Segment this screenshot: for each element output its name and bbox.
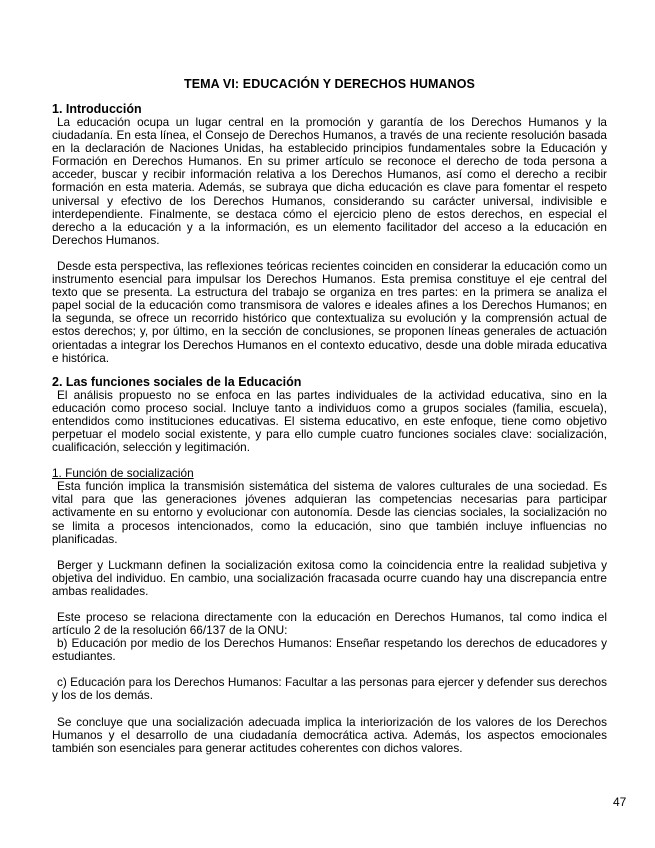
section-heading-functions: 2. Las funciones sociales de la Educación [52,374,302,389]
socialization-paragraph-1: Esta función implica la transmisión sistemática del sistema de valores culturales de una sociedad. Es vital para que las generaciones jóvenes adquieran las competencias necesarias para participar activamente en su entorno y evolucionar con autonomía. Desde las ciencias sociales, la socialización no se limita a procesos intencionados, como la educación, sino que también incluye influencias no planificadas. [52,479,607,546]
socialization-item-b: b) Educación por medio de los Derechos Humanos: Enseñar respetando los derechos de educadores y estudiantes. [52,636,607,664]
functions-paragraph-1: El análisis propuesto no se enfoca en las partes individuales de la actividad educativa, sino en la educación como proceso social. Incluye tanto a individuos como a grupos sociales (familia, escuela), entendidos como instituciones educativas. El sistema educativo, en este enfoque, tiene como objetivo perpetuar el modelo social existente, y para ello cumple cuatro funciones sociales clave: socialización, cualificación, selección y legitimación. [52,387,607,455]
socialization-paragraph-conclusion: Se concluye que una socialización adecuada implica la interiorización de los valores de los Derechos Humanos y el desarrollo de una ciudadanía democrática activa. Además, los aspectos emocionales también son esenciales para generar actitudes coherentes con dichos valores. [52,714,607,755]
document-title: TEMA VI: EDUCACIÓN Y DERECHOS HUMANOS [184,77,475,91]
intro-paragraph-1: La educación ocupa un lugar central en la promoción y garantía de los Derechos Humanos y la ciudadanía. En esta línea, el Consejo de Derechos Humanos, a través de una reciente resolución basada en la declaración de Naciones Unidas, ha establecido principios fundamentales sobre la Educación y Formación en Derechos Humanos. En su primer artículo se reconoce el derecho de toda persona a acceder, buscar y recibir información relativa a los Derechos Humanos, así como el derecho a recibir formación en esta materia. Además, se subraya que dicha educación es clave para fomentar el respeto universal y efectivo de los Derechos Humanos, considerando su carácter universal, indivisible e interdependiente. Finalmente, se destaca cómo el ejercicio pleno de estos derechos, en especial el derecho a la educación y a la información, es un elemento facilitador del acceso a la educación en Derechos Humanos. [52,115,607,247]
socialization-item-c: c) Educación para los Derechos Humanos: Facultar a las personas para ejercer y defender sus derechos y los de los demás. [52,675,607,703]
intro-paragraph-2: Desde esta perspectiva, las reflexiones teóricas recientes coinciden en considerar la educación como un instrumento esencial para impulsar los Derechos Humanos. Esta premisa constituye el eje central del texto que se presenta. La estructura del trabajo se organiza en tres partes: en la primera se analiza el papel social de la educación como transmisora de valores e ideales afines a los Derechos Humanos; en la segunda, se ofrece un recorrido histórico que contextualiza su evolución y la comprensión actual de estos derechos; y, por último, en la sección de conclusiones, se proponen líneas generales de actuación orientadas a integrar los Derechos Humanos en el contexto educativo, desde una doble mirada educativa e histórica. [52,258,607,365]
section-heading-introduction: 1. Introducción [52,102,142,116]
page-number: 47 [613,795,627,809]
socialization-paragraph-2: Berger y Luckmann definen la socialización exitosa como la coincidencia entre la realidad subjetiva y objetiva del individuo. En cambio, una socialización fracasada ocurre cuando hay una discrepancia entre ambas realidades. [52,557,607,598]
subsection-heading-socialization: 1. Función de socialización [52,466,194,481]
socialization-paragraph-3: Este proceso se relaciona directamente con la educación en Derechos Humanos, tal como indica el artículo 2 de la resolución 66/137 de la ONU: [52,610,607,638]
document-body [52,103,607,755]
